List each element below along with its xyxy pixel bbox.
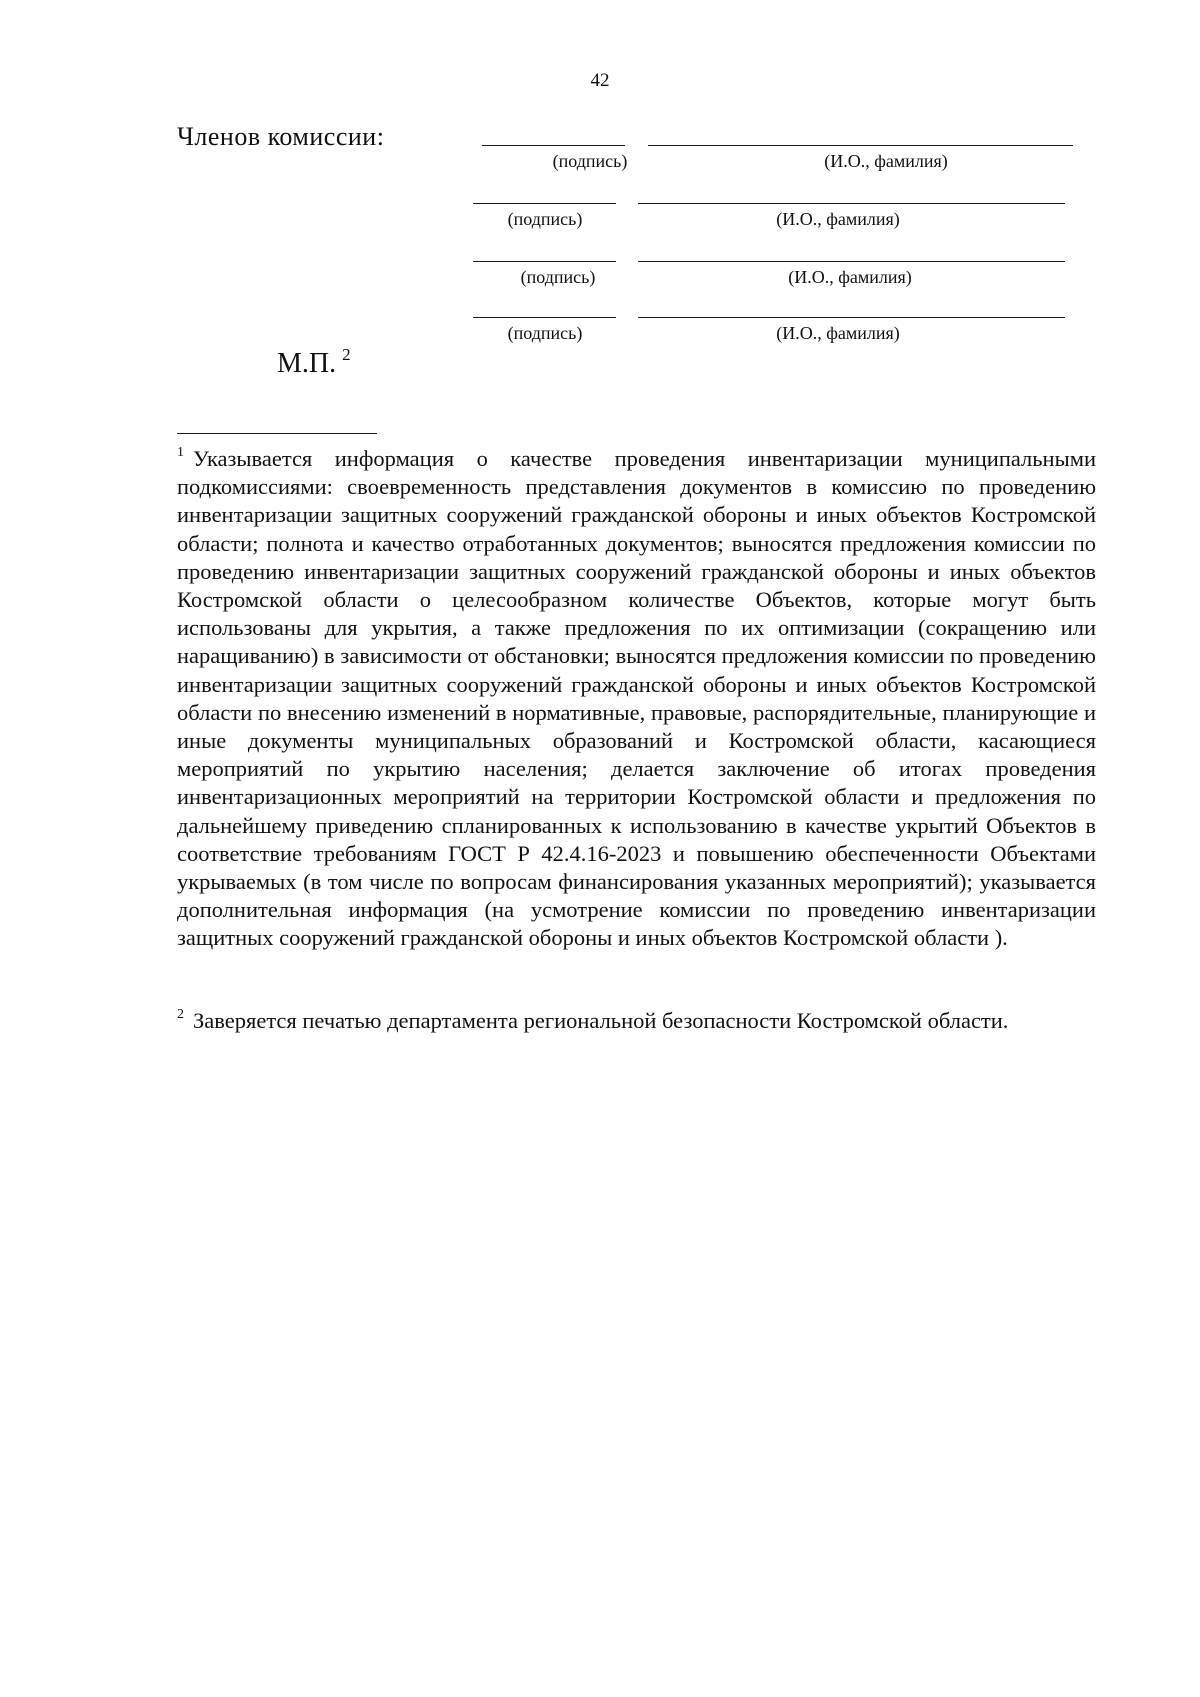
stamp-label: М.П. [277,348,337,379]
signature-line [473,261,616,262]
name-line [648,145,1073,146]
signature-caption: (подпись) [507,209,583,229]
name-caption: (И.О., фамилия) [824,151,948,171]
signature-line [482,145,625,146]
signature-caption: (подпись) [552,151,628,171]
signature-line [473,317,616,318]
signature-line [473,203,616,204]
name-line [638,203,1065,204]
members-label: Членов комиссии: [177,122,385,151]
stamp-footnote-mark: 2 [342,345,351,364]
name-caption: (И.О., фамилия) [776,323,900,343]
signature-caption: (подпись) [507,323,583,343]
footnote-separator [177,433,377,434]
name-line [638,317,1065,318]
signature-row [0,317,1200,357]
signature-row [0,145,1200,185]
name-line [638,261,1065,262]
signature-caption: (подпись) [520,267,596,287]
stamp-place [277,345,351,380]
footnote-1-mark: 1 [177,445,184,460]
footnote-1 [177,439,1096,953]
page-number: 42 [590,70,610,91]
footnote-2-text: Заверяется печатью департамента региональной безопасности Костромской области. [193,1008,1009,1033]
footnote-2 [177,1001,1096,1035]
footnote-2-mark: 2 [177,1007,184,1022]
signature-row [0,261,1200,301]
name-caption: (И.О., фамилия) [788,267,912,287]
name-caption: (И.О., фамилия) [776,209,900,229]
signature-row [0,203,1200,243]
footnote-1-text: Указывается информация о качестве проведения инвентаризации муниципальными подкомиссиями: своевременность представления документов в комиссию по проведению инвентаризации защитных сооружений гражданской обороны и иных объектов Костромской области; полнота и качество отработанных документов; выносятся предложения комиссии по проведению инвентаризации защитных сооружений гражданской обороны и иных объектов Костромской области о целесообразном количестве Объектов, которые могут быть использованы для укрытия, а также предложения по их оптимизации (сокращению или наращиванию) в зависимости от обстановки; выносятся предложения комиссии по проведению инвентаризации защитных сооружений гражданской обороны и иных объектов Костромской области по внесению изменений в нормативные, правовые, распорядительные, планирующие и иные документы муниципальных образований и Костромской области, касающиеся мероприятий по укрытию населения; делается заключение об итогах проведения инвентаризационных мероприятий на территории Костромской области и предложения по дальнейшему приведению спланированных к использованию в качестве укрытий Объектов в соответствие требованиям ГОСТ Р 42.4.16-2023 и повышению обеспеченности Объектами укрываемых (в том числе по вопросам финансирования указанных мероприятий); указывается дополнительная информация (на усмотрение комиссии по проведению инвентаризации защитных сооружений гражданской обороны и иных объектов Костромской области ). [177,446,1096,951]
